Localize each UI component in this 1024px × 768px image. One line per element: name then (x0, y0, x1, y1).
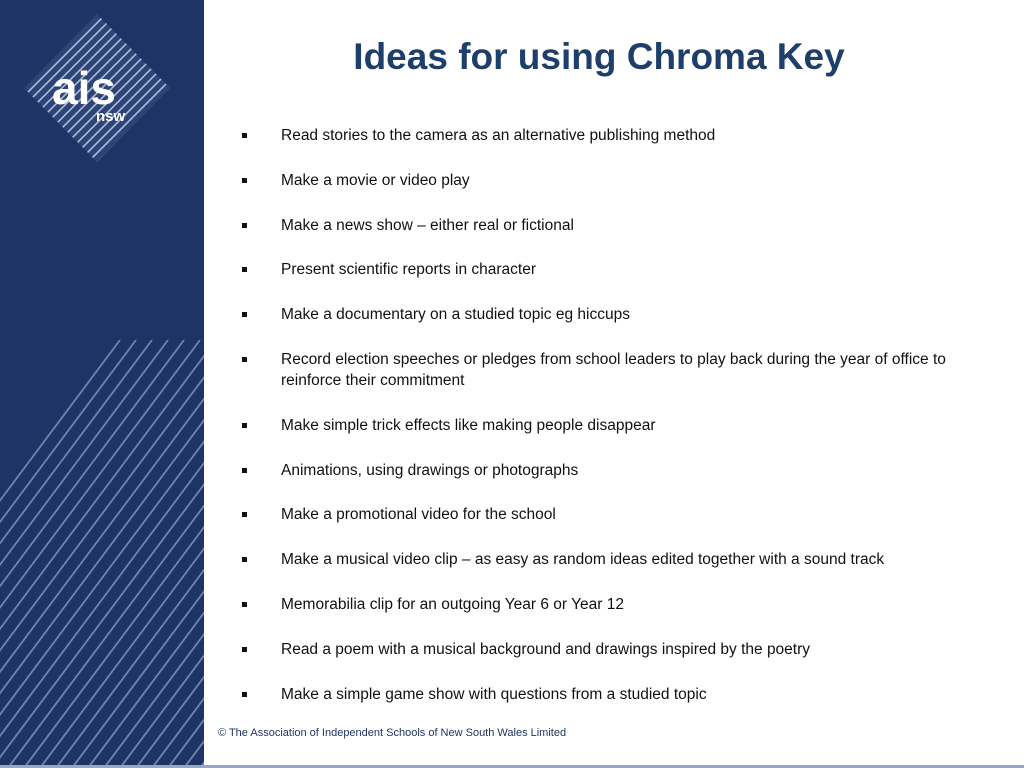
logo-emblem (0, 0, 204, 240)
bullet-item: Make a promotional video for the school (240, 504, 960, 525)
logo-sub-text: nsw (96, 108, 126, 125)
logo-main-text: ais (52, 62, 116, 114)
bullet-item: Read stories to the camera as an alternative publishing method (240, 125, 960, 146)
bullet-item: Present scientific reports in character (240, 259, 960, 280)
bullet-item: Memorabilia clip for an outgoing Year 6 or Year 12 (240, 594, 960, 615)
sidebar-panel (0, 0, 204, 768)
copyright-footer: © The Association of Independent Schools of New South Wales Limited (218, 727, 567, 739)
bullet-item: Record election speeches or pledges from school leaders to play back during the year of office to reinforce their commitment (240, 349, 960, 391)
bullet-item: Make simple trick effects like making people disappear (240, 415, 960, 436)
sidebar-stripes (0, 340, 204, 768)
bullet-item: Make a news show – either real or fictional (240, 215, 960, 236)
bullet-item: Make a simple game show with questions from a studied topic (240, 684, 960, 705)
bullet-item: Read a poem with a musical background and drawings inspired by the poetry (240, 639, 960, 660)
bullet-item: Make a documentary on a studied topic eg hiccups (240, 304, 960, 325)
bullet-list (240, 125, 960, 728)
slide-title: Ideas for using Chroma Key (353, 36, 845, 77)
sidebar-graphics (0, 0, 204, 768)
bullet-item: Make a musical video clip – as easy as random ideas edited together with a sound track (240, 549, 960, 570)
bullet-item: Make a movie or video play (240, 170, 960, 191)
bullet-item: Animations, using drawings or photographs (240, 460, 960, 481)
